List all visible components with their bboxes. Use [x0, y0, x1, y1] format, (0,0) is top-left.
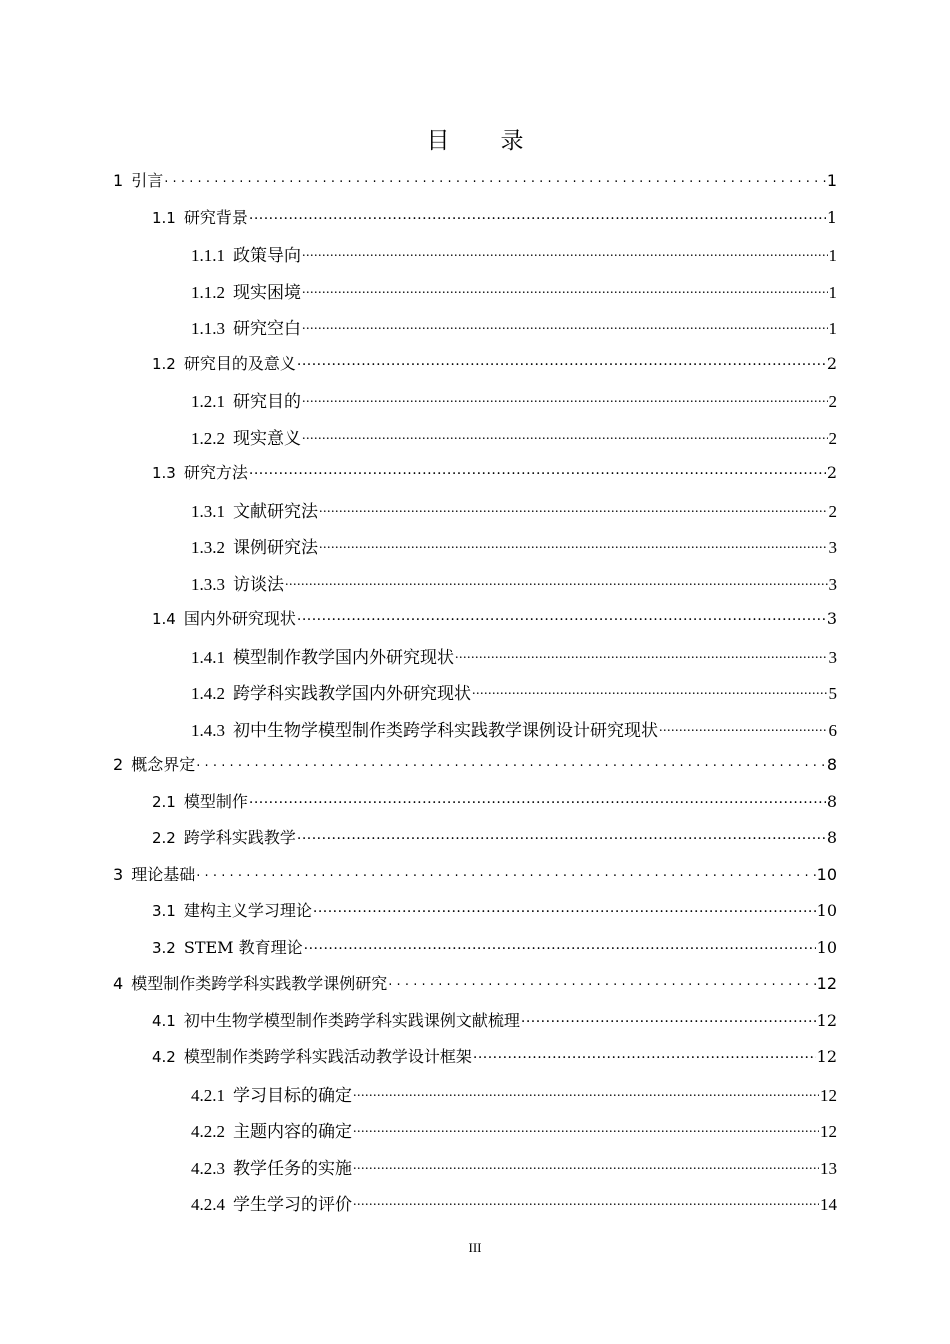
toc-dot-leader — [353, 1157, 819, 1174]
toc-dot-leader — [285, 573, 828, 590]
toc-entry-page: 12 — [820, 1085, 837, 1105]
toc-entry-number: 1.4.1 — [191, 647, 225, 667]
toc-entry-page: 1 — [828, 246, 837, 265]
toc-entry-level-3[interactable] — [191, 424, 837, 448]
toc-entry-page: 12 — [820, 1122, 837, 1141]
toc-entry-number: 3 — [113, 864, 124, 884]
toc-entry-page: 10 — [816, 901, 837, 920]
toc-heading: 目 录 — [426, 128, 538, 154]
toc-entry-level-3[interactable] — [191, 314, 837, 338]
toc-entry-page: 2 — [826, 463, 837, 482]
toc-entry-label: 跨学科实践教学国内外研究现状 — [233, 684, 471, 703]
toc-entry-level-2[interactable] — [152, 1044, 837, 1068]
toc-entry-label: 研究背景 — [183, 207, 248, 227]
toc-entry-number: 4.1 — [152, 1011, 176, 1030]
toc-entry-label: 跨学科实践教学 — [183, 828, 296, 847]
toc-entry-level-2[interactable] — [152, 935, 837, 959]
toc-entry-number: 1.3 — [152, 464, 176, 482]
toc-entry-page: 3 — [828, 647, 837, 667]
toc-entry-label: 课例研究法 — [233, 538, 318, 557]
toc-dot-leader — [521, 1010, 816, 1026]
toc-dot-leader — [319, 536, 828, 553]
toc-entry-page: 8 — [826, 828, 837, 847]
toc-entry-page: 1 — [826, 207, 837, 227]
toc-entry-number: 4.2.4 — [191, 1195, 225, 1214]
toc-entry-level-3[interactable] — [191, 241, 837, 265]
toc-entry-level-3[interactable] — [191, 1081, 837, 1105]
toc-entry-number: 4.2 — [152, 1048, 176, 1066]
toc-entry-label: 学习目标的确定 — [233, 1085, 352, 1105]
toc-entry-page: 2 — [828, 392, 837, 411]
toc-entry-number: 1.3.3 — [191, 574, 225, 594]
toc-dot-leader — [302, 244, 828, 261]
toc-entry-number: 3.1 — [152, 902, 176, 920]
toc-dot-leader — [249, 791, 826, 807]
toc-entry-number: 2 — [113, 755, 124, 774]
toc-entry-number: 1.1 — [152, 208, 176, 227]
toc-entry-label: 教学任务的实施 — [233, 1158, 352, 1178]
toc-entry-page: 12 — [816, 1010, 837, 1030]
toc-entry-page: 3 — [828, 538, 837, 557]
toc-dot-leader — [302, 281, 828, 298]
toc-entry-number: 1.4 — [152, 610, 176, 628]
toc-entry-number: 1.1.3 — [191, 319, 225, 338]
toc-entry-level-2[interactable] — [152, 789, 837, 813]
toc-entry-number: 1.3.1 — [191, 501, 225, 521]
toc-entry-number: 4.2.1 — [191, 1085, 225, 1105]
toc-dot-leader — [249, 462, 826, 478]
toc-entry-level-2[interactable] — [152, 351, 837, 375]
toc-dot-leader — [472, 682, 828, 699]
page-number: III — [468, 1240, 482, 1255]
toc-dot-leader — [249, 207, 826, 223]
toc-entry-label: 模型制作教学国内外研究现状 — [233, 647, 454, 667]
toc-dot-leader — [196, 754, 826, 770]
toc-dot-leader — [353, 1193, 819, 1210]
toc-entry-number: 1.2 — [152, 354, 176, 373]
toc-entry-level-1[interactable] — [113, 862, 837, 886]
toc-entry-number: 1.4.3 — [191, 720, 225, 740]
toc-entry-page: 2 — [828, 428, 837, 448]
toc-entry-level-3[interactable] — [191, 278, 837, 302]
toc-entry-label: 研究目的及意义 — [183, 353, 296, 373]
toc-entry-level-2[interactable] — [152, 1008, 837, 1032]
toc-entry-page: 8 — [826, 791, 837, 811]
toc-entry-level-3[interactable] — [191, 497, 837, 521]
toc-entry-level-1[interactable] — [113, 752, 837, 776]
toc-entry-page: 1 — [828, 282, 837, 302]
toc-entry-level-3[interactable] — [191, 570, 837, 594]
toc-dot-leader — [302, 390, 828, 407]
toc-dot-leader — [297, 353, 826, 369]
toc-entry-label: 研究空白 — [233, 319, 301, 338]
toc-entry-label: 初中生物学模型制作类跨学科实践课例文献梳理 — [183, 1010, 520, 1030]
toc-entry-label: 研究方法 — [183, 463, 248, 482]
toc-entry-label: 概念界定 — [131, 755, 196, 774]
toc-entry-page: 12 — [816, 974, 837, 993]
toc-dot-leader — [297, 608, 826, 624]
toc-entry-label: 现实意义 — [233, 428, 301, 448]
toc-dot-leader — [353, 1120, 819, 1137]
toc-entry-label: 主题内容的确定 — [233, 1122, 352, 1141]
toc-entry-page: 1 — [828, 319, 837, 338]
toc-dot-leader — [353, 1084, 819, 1101]
toc-entry-number: 4.2.3 — [191, 1158, 225, 1178]
toc-entry-label: 国内外研究现状 — [183, 609, 296, 628]
toc-dot-leader — [388, 973, 815, 989]
toc-entry-level-3[interactable] — [191, 387, 837, 411]
toc-entry-page: 10 — [816, 937, 837, 957]
toc-entry-page: 6 — [828, 720, 837, 740]
toc-entry-level-3[interactable] — [191, 1117, 837, 1141]
toc-entry-number: 1.2.2 — [191, 428, 225, 448]
toc-entry-label: STEM 教育理论 — [183, 937, 303, 957]
toc-entry-page: 1 — [826, 171, 837, 190]
toc-entry-number: 1 — [113, 171, 124, 190]
toc-entry-label: 模型制作类跨学科实践教学课例研究 — [131, 974, 388, 993]
toc-entry-label: 建构主义学习理论 — [183, 901, 312, 920]
toc-entry-page: 8 — [826, 755, 837, 774]
toc-entry-level-3[interactable] — [191, 716, 837, 740]
toc-dot-leader — [313, 900, 816, 916]
toc-entry-number: 2.1 — [152, 792, 176, 811]
toc-entry-level-1[interactable] — [113, 971, 837, 995]
toc-entry-level-1[interactable] — [113, 168, 837, 192]
toc-dot-leader — [304, 937, 816, 953]
toc-entry-level-3[interactable] — [191, 643, 837, 667]
toc-dot-leader — [302, 427, 828, 444]
toc-dot-leader — [455, 646, 828, 663]
toc-entry-number: 1.1.1 — [191, 246, 225, 265]
toc-entry-page: 2 — [828, 501, 837, 521]
toc-entry-label: 现实困境 — [233, 282, 301, 302]
toc-entry-number: 1.1.2 — [191, 282, 225, 302]
toc-entry-number: 2.2 — [152, 829, 176, 847]
toc-dot-leader — [659, 719, 828, 736]
toc-entry-level-3[interactable] — [191, 1190, 837, 1214]
toc-entry-label: 学生学习的评价 — [233, 1195, 352, 1214]
toc-dot-leader — [473, 1046, 816, 1062]
toc-entry-level-2[interactable] — [152, 825, 837, 849]
toc-entry-label: 模型制作类跨学科实践活动教学设计框架 — [183, 1047, 472, 1066]
toc-entry-level-2[interactable] — [152, 606, 837, 630]
toc-dot-leader — [319, 500, 828, 517]
toc-entry-page: 10 — [816, 864, 837, 884]
toc-entry-label: 初中生物学模型制作类跨学科实践教学课例设计研究现状 — [233, 720, 658, 740]
toc-entry-level-3[interactable] — [191, 533, 837, 557]
toc-entry-label: 模型制作 — [183, 791, 248, 811]
toc-entry-level-3[interactable] — [191, 1154, 837, 1178]
toc-entry-level-2[interactable] — [152, 460, 837, 484]
toc-entry-number: 1.3.2 — [191, 538, 225, 557]
toc-entry-page: 2 — [826, 353, 837, 373]
toc-entry-page: 3 — [828, 574, 837, 594]
toc-entry-number: 1.2.1 — [191, 392, 225, 411]
toc-entry-level-2[interactable] — [152, 898, 837, 922]
toc-entry-page: 5 — [828, 684, 837, 703]
toc-dot-leader — [297, 827, 826, 843]
toc-entry-label: 引言 — [131, 171, 164, 190]
toc-entry-number: 4 — [113, 974, 124, 993]
toc-entry-page: 3 — [826, 609, 837, 628]
toc-entry-page: 14 — [820, 1195, 837, 1214]
toc-entry-page: 13 — [820, 1158, 837, 1178]
toc-entry-page: 12 — [816, 1047, 837, 1066]
toc-entry-label: 文献研究法 — [233, 501, 318, 521]
toc-entry-level-2[interactable] — [152, 205, 837, 229]
toc-entry-number: 4.2.2 — [191, 1122, 225, 1141]
toc-entry-level-3[interactable] — [191, 679, 837, 703]
toc-entry-number: 3.2 — [152, 938, 176, 957]
toc-entry-label: 理论基础 — [131, 864, 196, 884]
toc-entry-label: 访谈法 — [233, 574, 284, 594]
toc-entry-label: 研究目的 — [233, 392, 301, 411]
toc-dot-leader — [196, 864, 815, 880]
toc-dot-leader — [164, 170, 826, 186]
toc-entry-label: 政策导向 — [233, 246, 301, 265]
toc-dot-leader — [302, 317, 828, 334]
toc-entry-number: 1.4.2 — [191, 684, 225, 703]
